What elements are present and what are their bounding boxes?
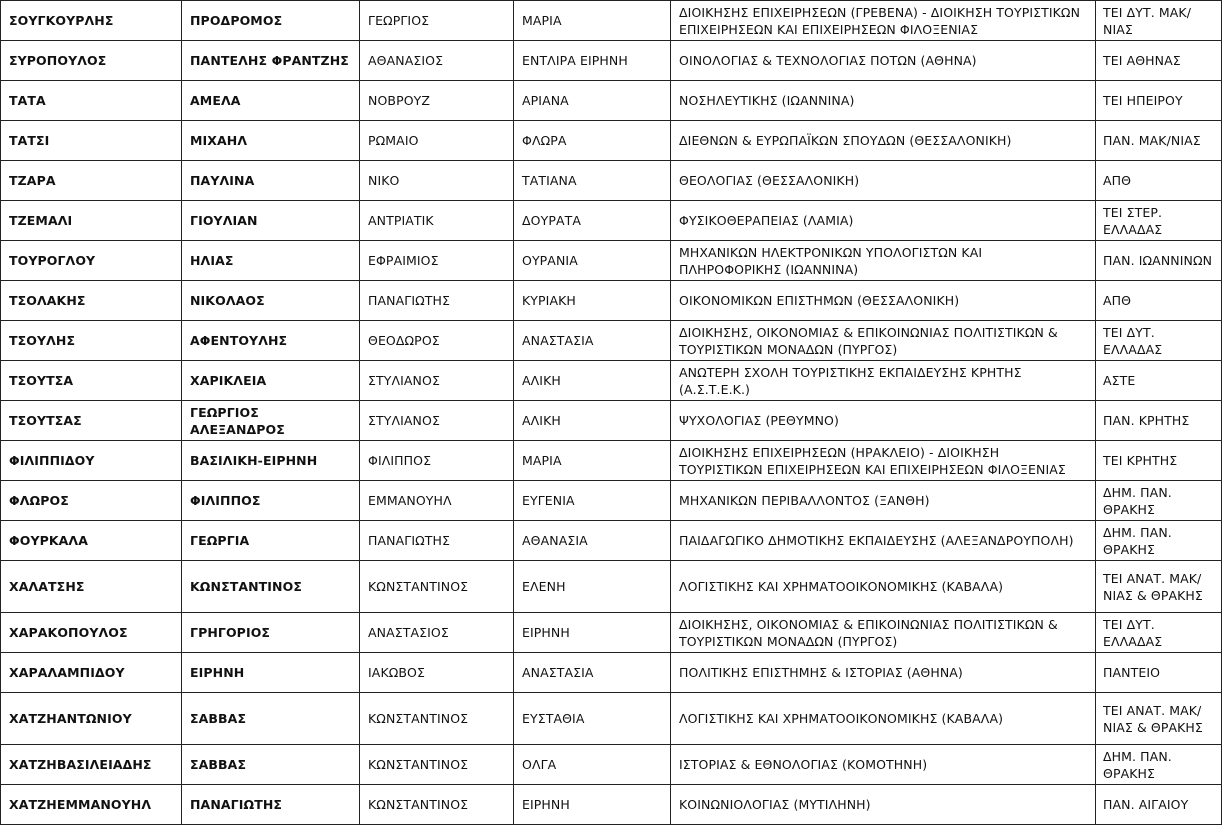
institution-cell: ΑΣΤΕ xyxy=(1096,361,1222,401)
table-row xyxy=(1,613,1222,653)
father-name-cell: ΓΕΩΡΓΙΟΣ xyxy=(360,1,514,41)
department-cell: ΝΟΣΗΛΕΥΤΙΚΗΣ (ΙΩΑΝΝΙΝΑ) xyxy=(671,81,1096,121)
father-name-cell: ΦΙΛΙΠΠΟΣ xyxy=(360,441,514,481)
surname-cell: ΧΑΡΑΛΑΜΠΙΔΟΥ xyxy=(1,653,182,693)
institution-cell: ΤΕΙ ΣΤΕΡ. ΕΛΛΑΔΑΣ xyxy=(1096,201,1222,241)
department-cell: ΟΙΝΟΛΟΓΙΑΣ & ΤΕΧΝΟΛΟΓΙΑΣ ΠΟΤΩΝ (ΑΘΗΝΑ) xyxy=(671,41,1096,81)
surname-cell: ΦΟΥΡΚΑΛΑ xyxy=(1,521,182,561)
department-cell: ΟΙΚΟΝΟΜΙΚΩΝ ΕΠΙΣΤΗΜΩΝ (ΘΕΣΣΑΛΟΝΙΚΗ) xyxy=(671,281,1096,321)
mother-name-cell: ΦΛΩΡΑ xyxy=(514,121,671,161)
mother-name-cell: ΕΛΕΝΗ xyxy=(514,561,671,613)
first-name-cell: ΓΕΩΡΓΙΑ xyxy=(182,521,360,561)
table-row xyxy=(1,441,1222,481)
institution-cell: ΤΕΙ ΑΝΑΤ. ΜΑΚ/ΝΙΑΣ & ΘΡΑΚΗΣ xyxy=(1096,561,1222,613)
department-cell: ΔΙΟΙΚΗΣΗΣ, ΟΙΚΟΝΟΜΙΑΣ & ΕΠΙΚΟΙΝΩΝΙΑΣ ΠΟΛΙΤΙΣΤΙΚΩΝ & ΤΟΥΡΙΣΤΙΚΩΝ ΜΟΝΑΔΩΝ (ΠΥΡΓΟΣ) xyxy=(671,613,1096,653)
surname-cell: ΣΥΡΟΠΟΥΛΟΣ xyxy=(1,41,182,81)
first-name-cell: ΚΩΝΣΤΑΝΤΙΝΟΣ xyxy=(182,561,360,613)
first-name-cell: ΓΡΗΓΟΡΙΟΣ xyxy=(182,613,360,653)
institution-cell: ΤΕΙ ΔΥΤ. ΜΑΚ/ΝΙΑΣ xyxy=(1096,1,1222,41)
father-name-cell: ΙΑΚΩΒΟΣ xyxy=(360,653,514,693)
department-cell: ΠΑΙΔΑΓΩΓΙΚΟ ΔΗΜΟΤΙΚΗΣ ΕΚΠΑΙΔΕΥΣΗΣ (ΑΛΕΞΑΝΔΡΟΥΠΟΛΗ) xyxy=(671,521,1096,561)
mother-name-cell: ΕΥΓΕΝΙΑ xyxy=(514,481,671,521)
surname-cell: ΤΣΟΛΑΚΗΣ xyxy=(1,281,182,321)
table-row xyxy=(1,693,1222,745)
table-row xyxy=(1,121,1222,161)
father-name-cell: ΝΙΚΟ xyxy=(360,161,514,201)
institution-cell: ΤΕΙ ΔΥΤ. ΕΛΛΑΔΑΣ xyxy=(1096,321,1222,361)
institution-cell: ΑΠΘ xyxy=(1096,281,1222,321)
surname-cell: ΦΛΩΡΟΣ xyxy=(1,481,182,521)
father-name-cell: ΝΟΒΡΟΥΖ xyxy=(360,81,514,121)
surname-cell: ΤΣΟΥΤΣΑ xyxy=(1,361,182,401)
institution-cell: ΔΗΜ. ΠΑΝ. ΘΡΑΚΗΣ xyxy=(1096,745,1222,785)
mother-name-cell: ΟΛΓΑ xyxy=(514,745,671,785)
mother-name-cell: ΤΑΤΙΑΝΑ xyxy=(514,161,671,201)
department-cell: ΙΣΤΟΡΙΑΣ & ΕΘΝΟΛΟΓΙΑΣ (ΚΟΜΟΤΗΝΗ) xyxy=(671,745,1096,785)
table-row xyxy=(1,401,1222,441)
mother-name-cell: ΑΡΙΑΝΑ xyxy=(514,81,671,121)
table-row xyxy=(1,281,1222,321)
surname-cell: ΤΣΟΥΤΣΑΣ xyxy=(1,401,182,441)
first-name-cell: ΣΑΒΒΑΣ xyxy=(182,745,360,785)
father-name-cell: ΡΩΜΑΙΟ xyxy=(360,121,514,161)
surname-cell: ΧΑΤΖΗΑΝΤΩΝΙΟΥ xyxy=(1,693,182,745)
institution-cell: ΠΑΝ. ΚΡΗΤΗΣ xyxy=(1096,401,1222,441)
surname-cell: ΤΣΟΥΛΗΣ xyxy=(1,321,182,361)
mother-name-cell: ΜΑΡΙΑ xyxy=(514,441,671,481)
father-name-cell: ΚΩΝΣΤΑΝΤΙΝΟΣ xyxy=(360,693,514,745)
mother-name-cell: ΜΑΡΙΑ xyxy=(514,1,671,41)
father-name-cell: ΣΤΥΛΙΑΝΟΣ xyxy=(360,401,514,441)
father-name-cell: ΘΕΟΔΩΡΟΣ xyxy=(360,321,514,361)
table-row xyxy=(1,561,1222,613)
institution-cell: ΠΑΝ. ΑΙΓΑΙΟΥ xyxy=(1096,785,1222,825)
first-name-cell: ΜΙΧΑΗΛ xyxy=(182,121,360,161)
institution-cell: ΠΑΝ. ΙΩΑΝΝΙΝΩΝ xyxy=(1096,241,1222,281)
first-name-cell: ΗΛΙΑΣ xyxy=(182,241,360,281)
mother-name-cell: ΑΝΑΣΤΑΣΙΑ xyxy=(514,321,671,361)
table-row xyxy=(1,41,1222,81)
department-cell: ΑΝΩΤΕΡΗ ΣΧΟΛΗ ΤΟΥΡΙΣΤΙΚΗΣ ΕΚΠΑΙΔΕΥΣΗΣ ΚΡΗΤΗΣ (Α.Σ.Τ.Ε.Κ.) xyxy=(671,361,1096,401)
first-name-cell: ΝΙΚΟΛΑΟΣ xyxy=(182,281,360,321)
department-cell: ΜΗΧΑΝΙΚΩΝ ΗΛΕΚΤΡΟΝΙΚΩΝ ΥΠΟΛΟΓΙΣΤΩΝ ΚΑΙ ΠΛΗΡΟΦΟΡΙΚΗΣ (ΙΩΑΝΝΙΝΑ) xyxy=(671,241,1096,281)
surname-cell: ΤΟΥΡΟΓΛΟΥ xyxy=(1,241,182,281)
department-cell: ΛΟΓΙΣΤΙΚΗΣ ΚΑΙ ΧΡΗΜΑΤΟΟΙΚΟΝΟΜΙΚΗΣ (ΚΑΒΑΛΑ) xyxy=(671,561,1096,613)
table-row xyxy=(1,521,1222,561)
father-name-cell: ΠΑΝΑΓΙΩΤΗΣ xyxy=(360,521,514,561)
department-cell: ΠΟΛΙΤΙΚΗΣ ΕΠΙΣΤΗΜΗΣ & ΙΣΤΟΡΙΑΣ (ΑΘΗΝΑ) xyxy=(671,653,1096,693)
institution-cell: ΤΕΙ ΑΝΑΤ. ΜΑΚ/ΝΙΑΣ & ΘΡΑΚΗΣ xyxy=(1096,693,1222,745)
table-row xyxy=(1,361,1222,401)
father-name-cell: ΚΩΝΣΤΑΝΤΙΝΟΣ xyxy=(360,561,514,613)
mother-name-cell: ΑΘΑΝΑΣΙΑ xyxy=(514,521,671,561)
father-name-cell: ΚΩΝΣΤΑΝΤΙΝΟΣ xyxy=(360,745,514,785)
first-name-cell: ΠΡΟΔΡΟΜΟΣ xyxy=(182,1,360,41)
father-name-cell: ΣΤΥΛΙΑΝΟΣ xyxy=(360,361,514,401)
department-cell: ΛΟΓΙΣΤΙΚΗΣ ΚΑΙ ΧΡΗΜΑΤΟΟΙΚΟΝΟΜΙΚΗΣ (ΚΑΒΑΛΑ) xyxy=(671,693,1096,745)
table-row xyxy=(1,1,1222,41)
surname-cell: ΧΑΛΑΤΣΗΣ xyxy=(1,561,182,613)
institution-cell: ΠΑΝΤΕΙΟ xyxy=(1096,653,1222,693)
department-cell: ΦΥΣΙΚΟΘΕΡΑΠΕΙΑΣ (ΛΑΜΙΑ) xyxy=(671,201,1096,241)
father-name-cell: ΕΜΜΑΝΟΥΗΛ xyxy=(360,481,514,521)
first-name-cell: ΧΑΡΙΚΛΕΙΑ xyxy=(182,361,360,401)
department-cell: ΔΙΟΙΚΗΣΗΣ, ΟΙΚΟΝΟΜΙΑΣ & ΕΠΙΚΟΙΝΩΝΙΑΣ ΠΟΛΙΤΙΣΤΙΚΩΝ & ΤΟΥΡΙΣΤΙΚΩΝ ΜΟΝΑΔΩΝ (ΠΥΡΓΟΣ) xyxy=(671,321,1096,361)
father-name-cell: ΑΝΑΣΤΑΣΙΟΣ xyxy=(360,613,514,653)
department-cell: ΚΟΙΝΩΝΙΟΛΟΓΙΑΣ (ΜΥΤΙΛΗΝΗ) xyxy=(671,785,1096,825)
department-cell: ΨΥΧΟΛΟΓΙΑΣ (ΡΕΘΥΜΝΟ) xyxy=(671,401,1096,441)
table-row xyxy=(1,785,1222,825)
father-name-cell: ΑΝΤΡΙΑΤΙΚ xyxy=(360,201,514,241)
mother-name-cell: ΕΥΣΤΑΘΙΑ xyxy=(514,693,671,745)
mother-name-cell: ΑΝΑΣΤΑΣΙΑ xyxy=(514,653,671,693)
first-name-cell: ΦΙΛΙΠΠΟΣ xyxy=(182,481,360,521)
surname-cell: ΤΖΕΜΑΛΙ xyxy=(1,201,182,241)
mother-name-cell: ΕΙΡΗΝΗ xyxy=(514,785,671,825)
first-name-cell: ΓΕΩΡΓΙΟΣ ΑΛΕΞΑΝΔΡΟΣ xyxy=(182,401,360,441)
department-cell: ΜΗΧΑΝΙΚΩΝ ΠΕΡΙΒΑΛΛΟΝΤΟΣ (ΞΑΝΘΗ) xyxy=(671,481,1096,521)
father-name-cell: ΠΑΝΑΓΙΩΤΗΣ xyxy=(360,281,514,321)
institution-cell: ΤΕΙ ΑΘΗΝΑΣ xyxy=(1096,41,1222,81)
table-row xyxy=(1,161,1222,201)
surname-cell: ΣΟΥΓΚΟΥΡΛΗΣ xyxy=(1,1,182,41)
institution-cell: ΠΑΝ. ΜΑΚ/ΝΙΑΣ xyxy=(1096,121,1222,161)
surname-cell: ΧΑΡΑΚΟΠΟΥΛΟΣ xyxy=(1,613,182,653)
table-row xyxy=(1,321,1222,361)
surname-cell: ΧΑΤΖΗΕΜΜΑΝΟΥΗΛ xyxy=(1,785,182,825)
institution-cell: ΔΗΜ. ΠΑΝ. ΘΡΑΚΗΣ xyxy=(1096,481,1222,521)
table-row xyxy=(1,745,1222,785)
father-name-cell: ΚΩΝΣΤΑΝΤΙΝΟΣ xyxy=(360,785,514,825)
department-cell: ΔΙΟΙΚΗΣΗΣ ΕΠΙΧΕΙΡΗΣΕΩΝ (ΗΡΑΚΛΕΙΟ) - ΔΙΟΙΚΗΣΗ ΤΟΥΡΙΣΤΙΚΩΝ ΕΠΙΧΕΙΡΗΣΕΩΝ ΚΑΙ ΕΠΙΧΕΙΡΗΣΕΩΝ ΦΙΛΟΞΕΝΙΑΣ xyxy=(671,441,1096,481)
first-name-cell: ΒΑΣΙΛΙΚΗ-ΕΙΡΗΝΗ xyxy=(182,441,360,481)
results-table-body xyxy=(1,1,1222,825)
first-name-cell: ΠΑΝΑΓΙΩΤΗΣ xyxy=(182,785,360,825)
department-cell: ΔΙΕΘΝΩΝ & ΕΥΡΩΠΑΪΚΩΝ ΣΠΟΥΔΩΝ (ΘΕΣΣΑΛΟΝΙΚΗ) xyxy=(671,121,1096,161)
mother-name-cell: ΑΛΙΚΗ xyxy=(514,361,671,401)
mother-name-cell: ΕΙΡΗΝΗ xyxy=(514,613,671,653)
surname-cell: ΤΑΤΣΙ xyxy=(1,121,182,161)
mother-name-cell: ΑΛΙΚΗ xyxy=(514,401,671,441)
surname-cell: ΤΑΤΑ xyxy=(1,81,182,121)
table-row xyxy=(1,653,1222,693)
table-row xyxy=(1,81,1222,121)
table-row xyxy=(1,201,1222,241)
first-name-cell: ΑΜΕΛΑ xyxy=(182,81,360,121)
mother-name-cell: ΔΟΥΡΑΤΑ xyxy=(514,201,671,241)
father-name-cell: ΑΘΑΝΑΣΙΟΣ xyxy=(360,41,514,81)
mother-name-cell: ΕΝΤΛΙΡΑ ΕΙΡΗΝΗ xyxy=(514,41,671,81)
institution-cell: ΤΕΙ ΗΠΕΙΡΟΥ xyxy=(1096,81,1222,121)
first-name-cell: ΠΑΥΛΙΝΑ xyxy=(182,161,360,201)
institution-cell: ΑΠΘ xyxy=(1096,161,1222,201)
surname-cell: ΧΑΤΖΗΒΑΣΙΛΕΙΑΔΗΣ xyxy=(1,745,182,785)
department-cell: ΘΕΟΛΟΓΙΑΣ (ΘΕΣΣΑΛΟΝΙΚΗ) xyxy=(671,161,1096,201)
first-name-cell: ΣΑΒΒΑΣ xyxy=(182,693,360,745)
institution-cell: ΤΕΙ ΔΥΤ. ΕΛΛΑΔΑΣ xyxy=(1096,613,1222,653)
institution-cell: ΤΕΙ ΚΡΗΤΗΣ xyxy=(1096,441,1222,481)
surname-cell: ΦΙΛΙΠΠΙΔΟΥ xyxy=(1,441,182,481)
institution-cell: ΔΗΜ. ΠΑΝ. ΘΡΑΚΗΣ xyxy=(1096,521,1222,561)
table-row xyxy=(1,481,1222,521)
surname-cell: ΤΖΑΡΑ xyxy=(1,161,182,201)
mother-name-cell: ΚΥΡΙΑΚΗ xyxy=(514,281,671,321)
first-name-cell: ΓΙΟΥΛΙΑΝ xyxy=(182,201,360,241)
mother-name-cell: ΟΥΡΑΝΙΑ xyxy=(514,241,671,281)
father-name-cell: ΕΦΡΑΙΜΙΟΣ xyxy=(360,241,514,281)
first-name-cell: ΑΦΕΝΤΟΥΛΗΣ xyxy=(182,321,360,361)
department-cell: ΔΙΟΙΚΗΣΗΣ ΕΠΙΧΕΙΡΗΣΕΩΝ (ΓΡΕΒΕΝΑ) - ΔΙΟΙΚΗΣΗ ΤΟΥΡΙΣΤΙΚΩΝ ΕΠΙΧΕΙΡΗΣΕΩΝ ΚΑΙ ΕΠΙΧΕΙΡΗΣΕΩΝ ΦΙΛΟΞΕΝΙΑΣ xyxy=(671,1,1096,41)
table-row xyxy=(1,241,1222,281)
first-name-cell: ΕΙΡΗΝΗ xyxy=(182,653,360,693)
first-name-cell: ΠΑΝΤΕΛΗΣ ΦΡΑΝΤΖΗΣ xyxy=(182,41,360,81)
